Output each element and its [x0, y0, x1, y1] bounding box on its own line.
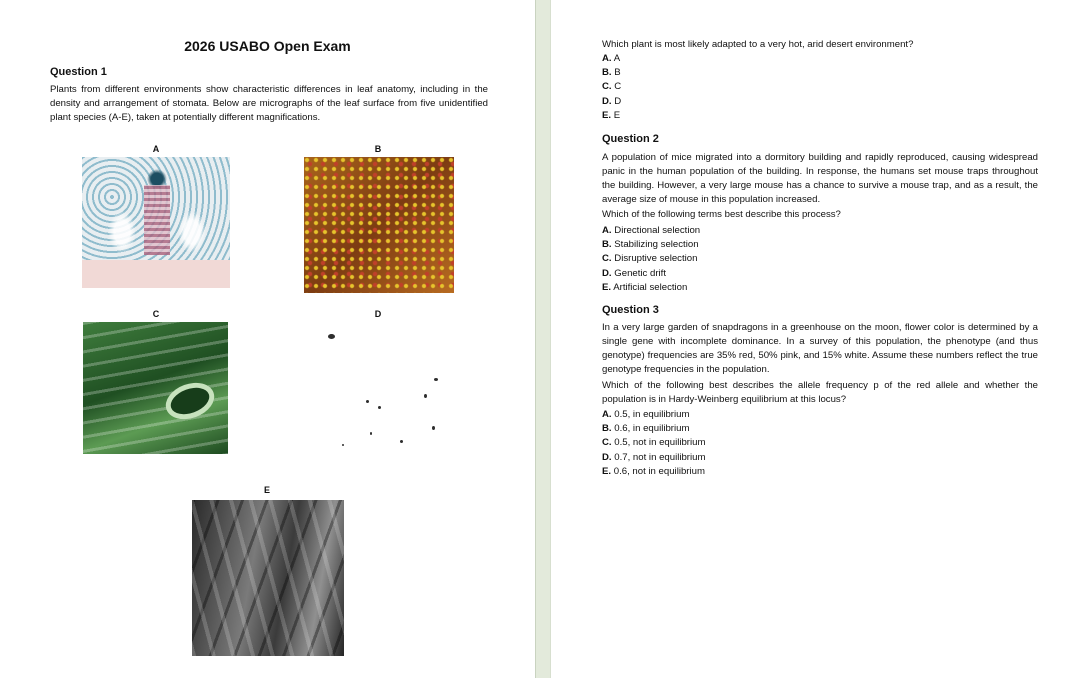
option-b[interactable] — [602, 238, 700, 252]
micrograph-a — [82, 157, 230, 288]
question-3-heading: Question 3 — [602, 304, 659, 316]
option-text: Artificial selection — [613, 281, 688, 293]
option-key: E. — [602, 109, 612, 121]
option-text: Genetic drift — [614, 267, 666, 279]
option-text: 0.5, not in equilibrium — [614, 437, 706, 449]
option-text: Directional selection — [614, 225, 701, 236]
option-c[interactable] — [602, 80, 621, 94]
question-2-stem: Which of the following terms best describe this process? — [602, 209, 841, 220]
question-2-options — [602, 224, 700, 295]
micrograph-d — [304, 322, 440, 454]
option-text: 0.6, not in equilibrium — [613, 465, 705, 477]
micrograph-c-stoma — [161, 376, 220, 425]
option-key: D. — [602, 267, 612, 279]
figure-d-label: D — [374, 309, 382, 319]
stoma-dot — [378, 406, 381, 409]
option-text: 0.7, not in equilibrium — [614, 451, 706, 463]
micrograph-e — [192, 500, 344, 656]
option-key: C. — [602, 437, 612, 449]
option-key: B. — [602, 67, 612, 79]
stoma-dot — [424, 394, 427, 398]
option-e[interactable] — [602, 281, 700, 295]
figure-b-label: B — [374, 144, 382, 154]
option-d[interactable] — [602, 451, 705, 465]
option-key: C. — [602, 253, 612, 265]
option-d[interactable] — [602, 95, 621, 109]
page-gutter — [535, 0, 551, 678]
stoma-dot — [366, 400, 369, 403]
option-key: C. — [602, 81, 612, 93]
stoma-dot — [342, 444, 344, 446]
option-key: A. — [602, 225, 612, 236]
option-b[interactable] — [602, 66, 621, 80]
stoma-dot — [434, 378, 438, 381]
option-text: E — [613, 109, 621, 121]
micrograph-a-cells — [144, 185, 170, 255]
figure-c-label: C — [152, 309, 160, 319]
option-key: E. — [602, 465, 612, 477]
left-page — [0, 0, 535, 678]
micrograph-c — [83, 322, 228, 454]
option-key: A. — [602, 53, 612, 64]
option-text: B — [614, 67, 621, 79]
question-1-stem: Which plant is most likely adapted to a very hot, arid desert environment? — [602, 39, 914, 50]
question-3-body: In a very large garden of snapdragons in a greenhouse on the moon, flower color is determined by a single gene with incomplete dominance. In a survey of this population, the phenotype (and thus genotype) frequencies are 35% red, 50% pink, and 15% white. Assume these numbers reflect the true genotype frequencies in the population. — [602, 322, 1038, 375]
question-3-options — [602, 408, 705, 479]
option-key: D. — [602, 95, 612, 107]
option-c[interactable] — [602, 436, 705, 450]
option-e[interactable] — [602, 465, 705, 479]
stoma-dot — [400, 440, 403, 443]
stoma-dot — [432, 426, 435, 430]
figure-a-label: A — [152, 144, 160, 154]
question-1-intro: Plants from different environments show characteristic differences in leaf anatomy, including in the density and arrangement of stomata. Below are micrographs of the leaf surface from five unidentified plant species (A-E), taken at potentially different magnifications. — [50, 84, 488, 123]
exam-title: 2026 USABO Open Exam — [184, 38, 351, 54]
option-key: B. — [602, 423, 612, 435]
option-a[interactable] — [602, 408, 705, 422]
stoma-dot — [370, 432, 372, 435]
option-text: 0.5, in equilibrium — [614, 409, 690, 420]
question-1-heading: Question 1 — [50, 66, 107, 78]
question-2-heading: Question 2 — [602, 133, 659, 145]
micrograph-b — [304, 157, 454, 293]
option-a[interactable] — [602, 52, 621, 66]
option-key: D. — [602, 451, 612, 463]
option-text: 0.6, in equilibrium — [614, 423, 690, 435]
figure-e-label: E — [263, 485, 270, 495]
option-d[interactable] — [602, 267, 700, 281]
option-key: A. — [602, 409, 612, 420]
option-key: B. — [602, 239, 612, 251]
option-b[interactable] — [602, 422, 705, 436]
question-2-body: A population of mice migrated into a dormitory building and rapidly reproduced, causing widespread panic in the human population of the building. In response, the humans set mouse traps throughout the building. However, a very large mouse has a chance to survive a mouse trap, and as a result, the average size of mouse in this population increased. — [602, 152, 1038, 205]
option-e[interactable] — [602, 109, 621, 123]
option-text: Stabilizing selection — [614, 239, 699, 251]
option-text: A — [613, 53, 621, 64]
option-text: Disruptive selection — [614, 253, 698, 265]
option-a[interactable] — [602, 224, 700, 238]
micrograph-a-tissue — [82, 260, 230, 288]
question-3-stem: Which of the following best describes the allele frequency p of the red allele and whether the population is in Hardy-Weinberg equilibrium at this locus? — [602, 380, 1038, 405]
option-key: E. — [602, 281, 612, 293]
option-text: D — [614, 95, 622, 107]
option-text: C — [614, 81, 622, 93]
stoma-dot — [328, 334, 335, 339]
question-1-options — [602, 52, 621, 123]
option-c[interactable] — [602, 252, 700, 266]
